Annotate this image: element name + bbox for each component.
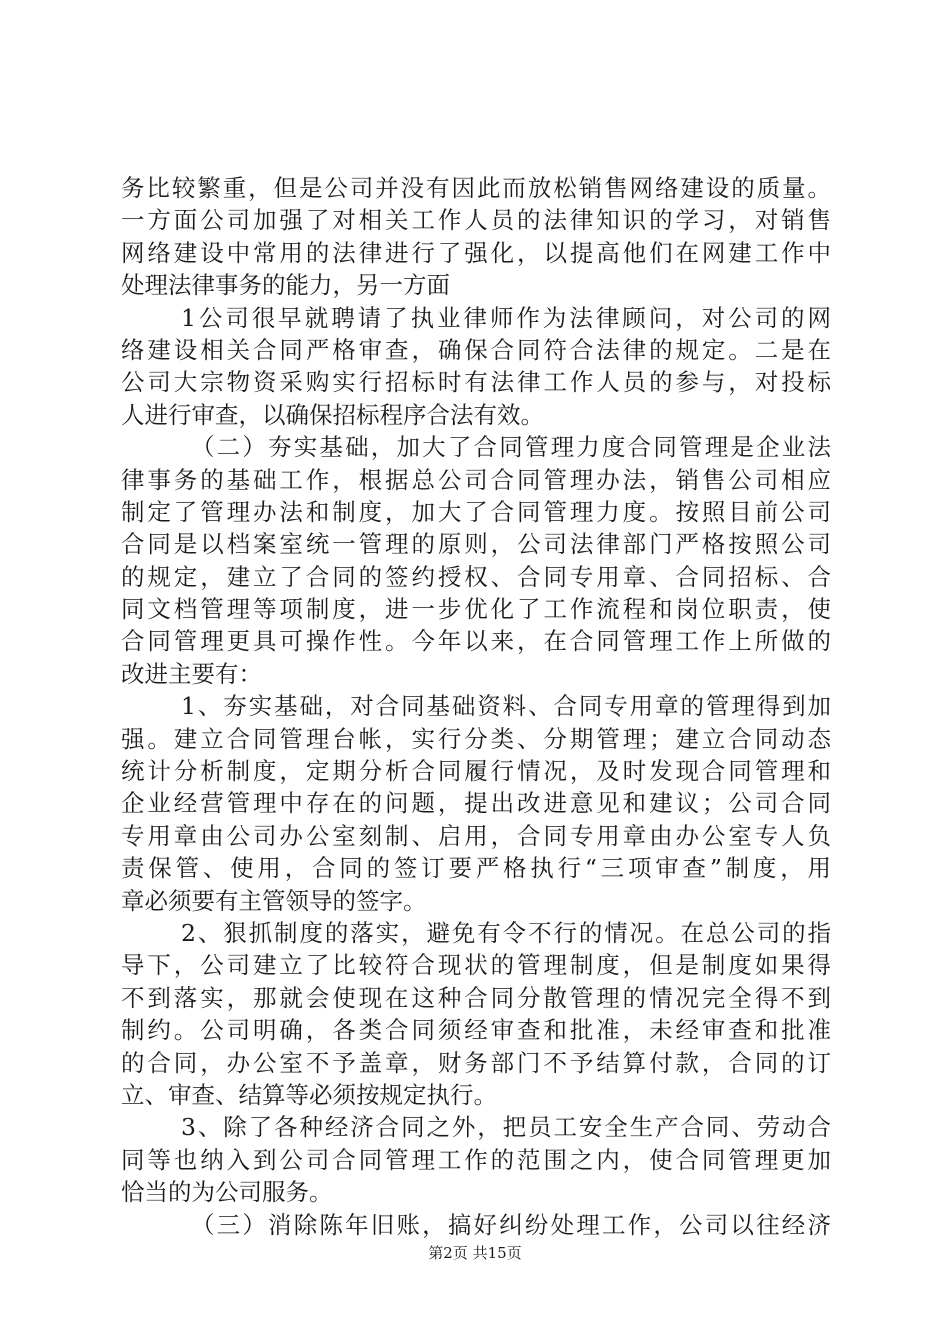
text-line: 恰当的为公司服务。 [121,1178,333,1207]
text-line: 立、审查、结算等必须按规定执行。 [121,1080,497,1109]
text-line: 人进行审查，以确保招标程序合法有效。 [121,400,544,429]
text-line: 企业经营管理中存在的问题，提出改进意见和建议；公司合同 [121,789,831,818]
text-line: 处理法律事务的能力，另一方面 [121,271,450,300]
text-line: 一方面公司加强了对相关工作人员的法律知识的学习，对销售 [121,206,831,235]
text-line: 1、夯实基础，对合同基础资料、合同专用章的管理得到加 [181,692,831,721]
text-line: 合同管理更具可操作性。今年以来，在合同管理工作上所做的 [121,627,831,656]
text-line: 导下，公司建立了比较符合现状的管理制度，但是制度如果得 [121,951,831,980]
text-line: 2、狠抓制度的落实，避免有令不行的情况。在总公司的指 [181,918,831,947]
text-line: 公司大宗物资采购实行招标时有法律工作人员的参与，对投标 [121,368,831,397]
text-line: 强。建立合同管理台帐，实行分类、分期管理；建立合同动态 [121,724,831,753]
text-line: 律事务的基础工作，根据总公司合同管理办法，销售公司相应 [121,465,831,494]
text-line: 络建设相关合同严格审查，确保合同符合法律的规定。二是在 [121,335,831,364]
text-line: （二）夯实基础，加大了合同管理力度合同管理是企业法 [191,433,831,462]
text-line: 统计分析制度，定期分析合同履行情况，及时发现合同管理和 [121,757,831,786]
text-line: 1公司很早就聘请了执业律师作为法律顾问，对公司的网 [181,303,831,332]
text-line: 同等也纳入到公司合同管理工作的范围之内，使合同管理更加 [121,1145,831,1174]
text-line: 制定了管理办法和制度，加大了合同管理力度。按照目前公司 [121,497,831,526]
page-footer: 第2页 共15页 [428,1244,522,1262]
text-line: 合同是以档案室统一管理的原则，公司法律部门严格按照公司 [121,530,831,559]
text-line: 专用章由公司办公室刻制、启用，合同专用章由办公室专人负 [121,821,831,850]
text-line: 的规定，建立了合同的签约授权、合同专用章、合同招标、合 [121,562,831,591]
text-line: 章必须要有主管领导的签字。 [121,886,427,915]
text-line: 网络建设中常用的法律进行了强化，以提高他们在网建工作中 [121,238,831,267]
text-line: 制约。公司明确，各类合同须经审查和批准，未经审查和批准 [121,1016,831,1045]
text-line: 3、除了各种经济合同之外，把员工安全生产合同、劳动合 [181,1113,831,1142]
text-line: 不到落实，那就会使现在这种合同分散管理的情况完全得不到 [121,983,831,1012]
text-line: 同文档管理等项制度，进一步优化了工作流程和岗位职责，使 [121,595,831,624]
text-line: 的合同，办公室不予盖章，财务部门不予结算付款，合同的订 [121,1048,831,1077]
text-line: 务比较繁重，但是公司并没有因此而放松销售网络建设的质量。 [121,174,831,202]
text-line: （三）消除陈年旧账，搞好纠纷处理工作，公司以往经济 [191,1210,831,1239]
document-body [121,172,831,1241]
text-line: 改进主要有： [121,659,262,688]
text-line: 责保管、使用，合同的签订要严格执行“三项审查”制度，用 [121,854,831,883]
